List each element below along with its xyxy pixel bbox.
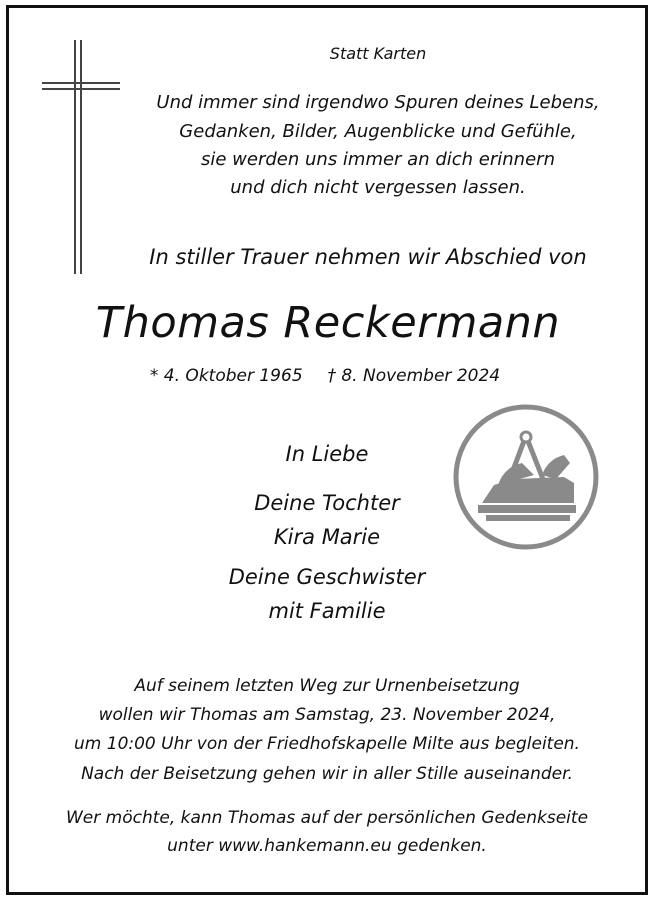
ceremony-line: Nach der Beisetzung gehen wir in aller Stille auseinander. — [81, 764, 573, 784]
death-date: † 8. November 2024 — [327, 366, 501, 386]
mourner-daughter-name: Kira Marie — [273, 525, 381, 549]
poem-line: sie werden uns immer an dich erinnern — [201, 149, 555, 170]
memorial-line: unter www.hankemann.eu gedenken. — [167, 836, 487, 856]
memorial-line: Wer möchte, kann Thomas auf der persönlichen Gedenkseite — [65, 808, 589, 828]
ceremony-line: Auf seinem letzten Weg zur Urnenbeisetzung — [134, 676, 520, 696]
birth-date: * 4. Oktober 1965 — [149, 366, 303, 386]
intro-text: In stiller Trauer nehmen wir Abschied von — [149, 245, 587, 269]
mourner-siblings-family: mit Familie — [268, 599, 386, 623]
ceremony-line: wollen wir Thomas am Samstag, 23. November 2024, — [98, 705, 556, 725]
poem-line: Und immer sind irgendwo Spuren deines Lebens, — [156, 92, 600, 113]
deceased-name: Thomas Reckermann — [95, 298, 561, 348]
statt-karten: Statt Karten — [329, 44, 427, 63]
mourner-daughter-heading: Deine Tochter — [254, 491, 400, 515]
mourner-siblings-heading: Deine Geschwister — [228, 565, 426, 589]
life-dates — [25, 366, 625, 386]
poem-line: und dich nicht vergessen lassen. — [230, 177, 526, 198]
in-liebe: In Liebe — [285, 442, 369, 466]
poem-line: Gedanken, Bilder, Augenblicke und Gefühle, — [179, 121, 577, 142]
ceremony-line: um 10:00 Uhr von der Friedhofskapelle Milte aus begleiten. — [74, 734, 580, 754]
